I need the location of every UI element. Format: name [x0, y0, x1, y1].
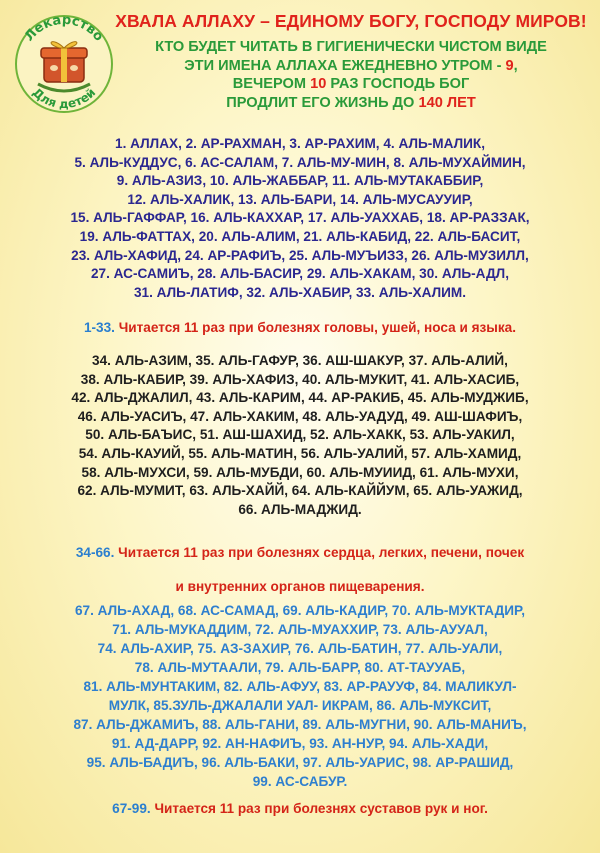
names-line: 42. АЛЬ-ДЖАЛИЛ, 43. АЛЬ-КАРИМ, 44. АР-РАКИБ, 45. АЛЬ-МУДЖИБ,	[71, 390, 529, 406]
note-2-text: Читается 11 раз при болезнях сердца, легких, печени, почек	[118, 545, 525, 560]
note-2-text-2: и внутренних органов пищеварения.	[175, 579, 425, 594]
names-line: 91. АД-ДАРР, 92. АН-НАФИЪ, 93. АН-НУР, 94. АЛЬ-ХАДИ,	[111, 736, 489, 751]
names-line: 78. АЛЬ-МУТААЛИ, 79. АЛЬ-БАРР, 80. АТ-ТАУУАБ,	[134, 660, 466, 675]
header-line-3-post: РАЗ ГОСПОДЬ БОГ	[330, 76, 470, 92]
names-line: 27. АС-САМИЪ, 28. АЛЬ-БАСИР, 29. АЛЬ-ХАКАМ, 30. АЛЬ-АДЛ,	[91, 266, 509, 282]
header-line-2	[108, 57, 594, 76]
note-2-range: 34-66.	[75, 545, 115, 560]
logo-text-bottom: Для детей	[29, 85, 99, 112]
names-line: 66. АЛЬ-МАДЖИД.	[238, 501, 362, 517]
names-line: 87. АЛЬ-ДЖАМИЪ, 88. АЛЬ-ГАНИ, 89. АЛЬ-МУГНИ, 90. АЛЬ-МАНИЪ,	[73, 717, 527, 732]
note-3-text: Читается 11 раз при болезнях суставов рук и ног.	[154, 801, 488, 816]
names-line: МУЛК, 85.ЗУЛЬ-ДЖАЛАЛИ УАЛ- ИКРАМ, 86. АЛЬ-МУКСИТ,	[108, 698, 492, 713]
names-line: 67. АЛЬ-АХАД, 68. АС-САМАД, 69. АЛЬ-КАДИР, 70. АЛЬ-МУКТАДИР,	[74, 603, 525, 618]
names-block-2	[0, 352, 600, 519]
names-line: 23. АЛЬ-ХАФИД, 24. АР-РАФИЪ, 25. АЛЬ-МУЪИЗЗ, 26. АЛЬ-МУЗИЛЛ,	[71, 247, 529, 263]
header-line-2-text: ЭТИ ИМЕНА АЛЛАХА ЕЖЕДНЕВНО УТРОМ -	[184, 57, 502, 74]
evening-count: 10	[310, 76, 327, 92]
note-3	[0, 801, 600, 816]
gift-box-icon	[8, 6, 120, 118]
header-line-4	[108, 94, 594, 113]
names-line: 50. АЛЬ-БАЪИС, 51. АШ-ШАХИД, 52. АЛЬ-ХАКК, 53. АЛЬ-УАКИЛ,	[85, 427, 515, 443]
names-line: 5. АЛЬ-КУДДУС, 6. АС-САЛАМ, 7. АЛЬ-МУ-МИН, 8. АЛЬ-МУХАЙМИН,	[74, 154, 526, 170]
life-years: 140 ЛЕТ	[418, 94, 476, 111]
note-1	[0, 320, 600, 335]
names-block-1	[0, 135, 600, 302]
names-line: 81. АЛЬ-МУНТАКИМ, 82. АЛЬ-АФУУ, 83. АР-РАУУФ, 84. МАЛИКУЛ-	[83, 679, 517, 694]
header-line-3	[108, 75, 594, 94]
names-line: 74. АЛЬ-АХИР, 75. АЗ-ЗАХИР, 76. АЛЬ-БАТИН, 77. АЛЬ-УАЛИ,	[97, 641, 503, 656]
names-line: 15. АЛЬ-ГАФФАР, 16. АЛЬ-КАХХАР, 17. АЛЬ-УАХХАБ, 18. АР-РАЗЗАК,	[70, 210, 530, 226]
logo-text-top: Лекарство	[22, 12, 107, 45]
names-line: 38. АЛЬ-КАБИР, 39. АЛЬ-ХАФИЗ, 40. АЛЬ-МУКИТ, 41. АЛЬ-ХАСИБ,	[80, 371, 520, 387]
names-line: 62. АЛЬ-МУМИТ, 63. АЛЬ-ХАЙЙ, 64. АЛЬ-КАЙЙУМ, 65. АЛЬ-УАЖИД,	[77, 483, 523, 499]
header-line-2-end: ,	[513, 57, 518, 74]
logo	[8, 6, 120, 118]
names-line: 58. АЛЬ-МУХСИ, 59. АЛЬ-МУБДИ, 60. АЛЬ-МУИИД, 61. АЛЬ-МУХИ,	[81, 464, 519, 480]
names-line: 95. АЛЬ-БАДИЪ, 96. АЛЬ-БАКИ, 97. АЛЬ-УАРИС, 98. АР-РАШИД,	[86, 755, 514, 770]
names-line: 9. АЛЬ-АЗИЗ, 10. АЛЬ-ЖАББАР, 11. АЛЬ-МУТАКАББИР,	[116, 173, 484, 189]
header-line-4-pre: ПРОДЛИТ ЕГО ЖИЗНЬ ДО	[226, 94, 415, 111]
note-1-text: Читается 11 раз при болезнях головы, ушей, носа и языка.	[118, 320, 517, 335]
names-line: 1. АЛЛАХ, 2. АР-РАХМАН, 3. АР-РАХИМ, 4. АЛЬ-МАЛИК,	[115, 136, 485, 151]
header-line-3-pre: ВЕЧЕРОМ	[232, 76, 307, 92]
names-line: 54. АЛЬ-КАУИЙ, 55. АЛЬ-МАТИН, 56. АЛЬ-УАЛИЙ, 57. АЛЬ-ХАМИД,	[78, 445, 522, 461]
note-2	[0, 541, 600, 599]
names-line: 19. АЛЬ-ФАТТАХ, 20. АЛЬ-АЛИМ, 21. АЛЬ-КАБИД, 22. АЛЬ-БАСИТ,	[79, 228, 521, 244]
header	[108, 10, 594, 112]
note-1-range: 1-33.	[83, 320, 115, 335]
names-line: 34. АЛЬ-АЗИМ, 35. АЛЬ-ГАФУР, 36. АШ-ШАКУР, 37. АЛЬ-АЛИЙ,	[92, 353, 508, 368]
names-line: 12. АЛЬ-ХАЛИК, 13. АЛЬ-БАРИ, 14. АЛЬ-МУСАУУИР,	[127, 191, 473, 207]
names-line: 71. АЛЬ-МУКАДДИМ, 72. АЛЬ-МУАХХИР, 73. АЛЬ-АУУАЛ,	[112, 622, 488, 637]
morning-count: 9	[505, 57, 514, 74]
names-line: 99. АС-САБУР.	[252, 774, 348, 789]
names-line: 46. АЛЬ-УАСИЪ, 47. АЛЬ-ХАКИМ, 48. АЛЬ-УАДУД, 49. АШ-ШАФИЪ,	[77, 408, 523, 424]
page-title: ХВАЛА АЛЛАХУ – ЕДИНОМУ БОГУ, ГОСПОДУ МИРОВ!	[115, 11, 587, 31]
names-line: 31. АЛЬ-ЛАТИФ, 32. АЛЬ-ХАБИР, 33. АЛЬ-ХАЛИМ.	[133, 284, 466, 300]
header-line-1: КТО БУДЕТ ЧИТАТЬ В ГИГИЕНИЧЕСКИ ЧИСТОМ ВИДЕ	[155, 39, 547, 55]
note-3-range: 67-99.	[112, 801, 151, 816]
names-block-3	[0, 601, 600, 791]
